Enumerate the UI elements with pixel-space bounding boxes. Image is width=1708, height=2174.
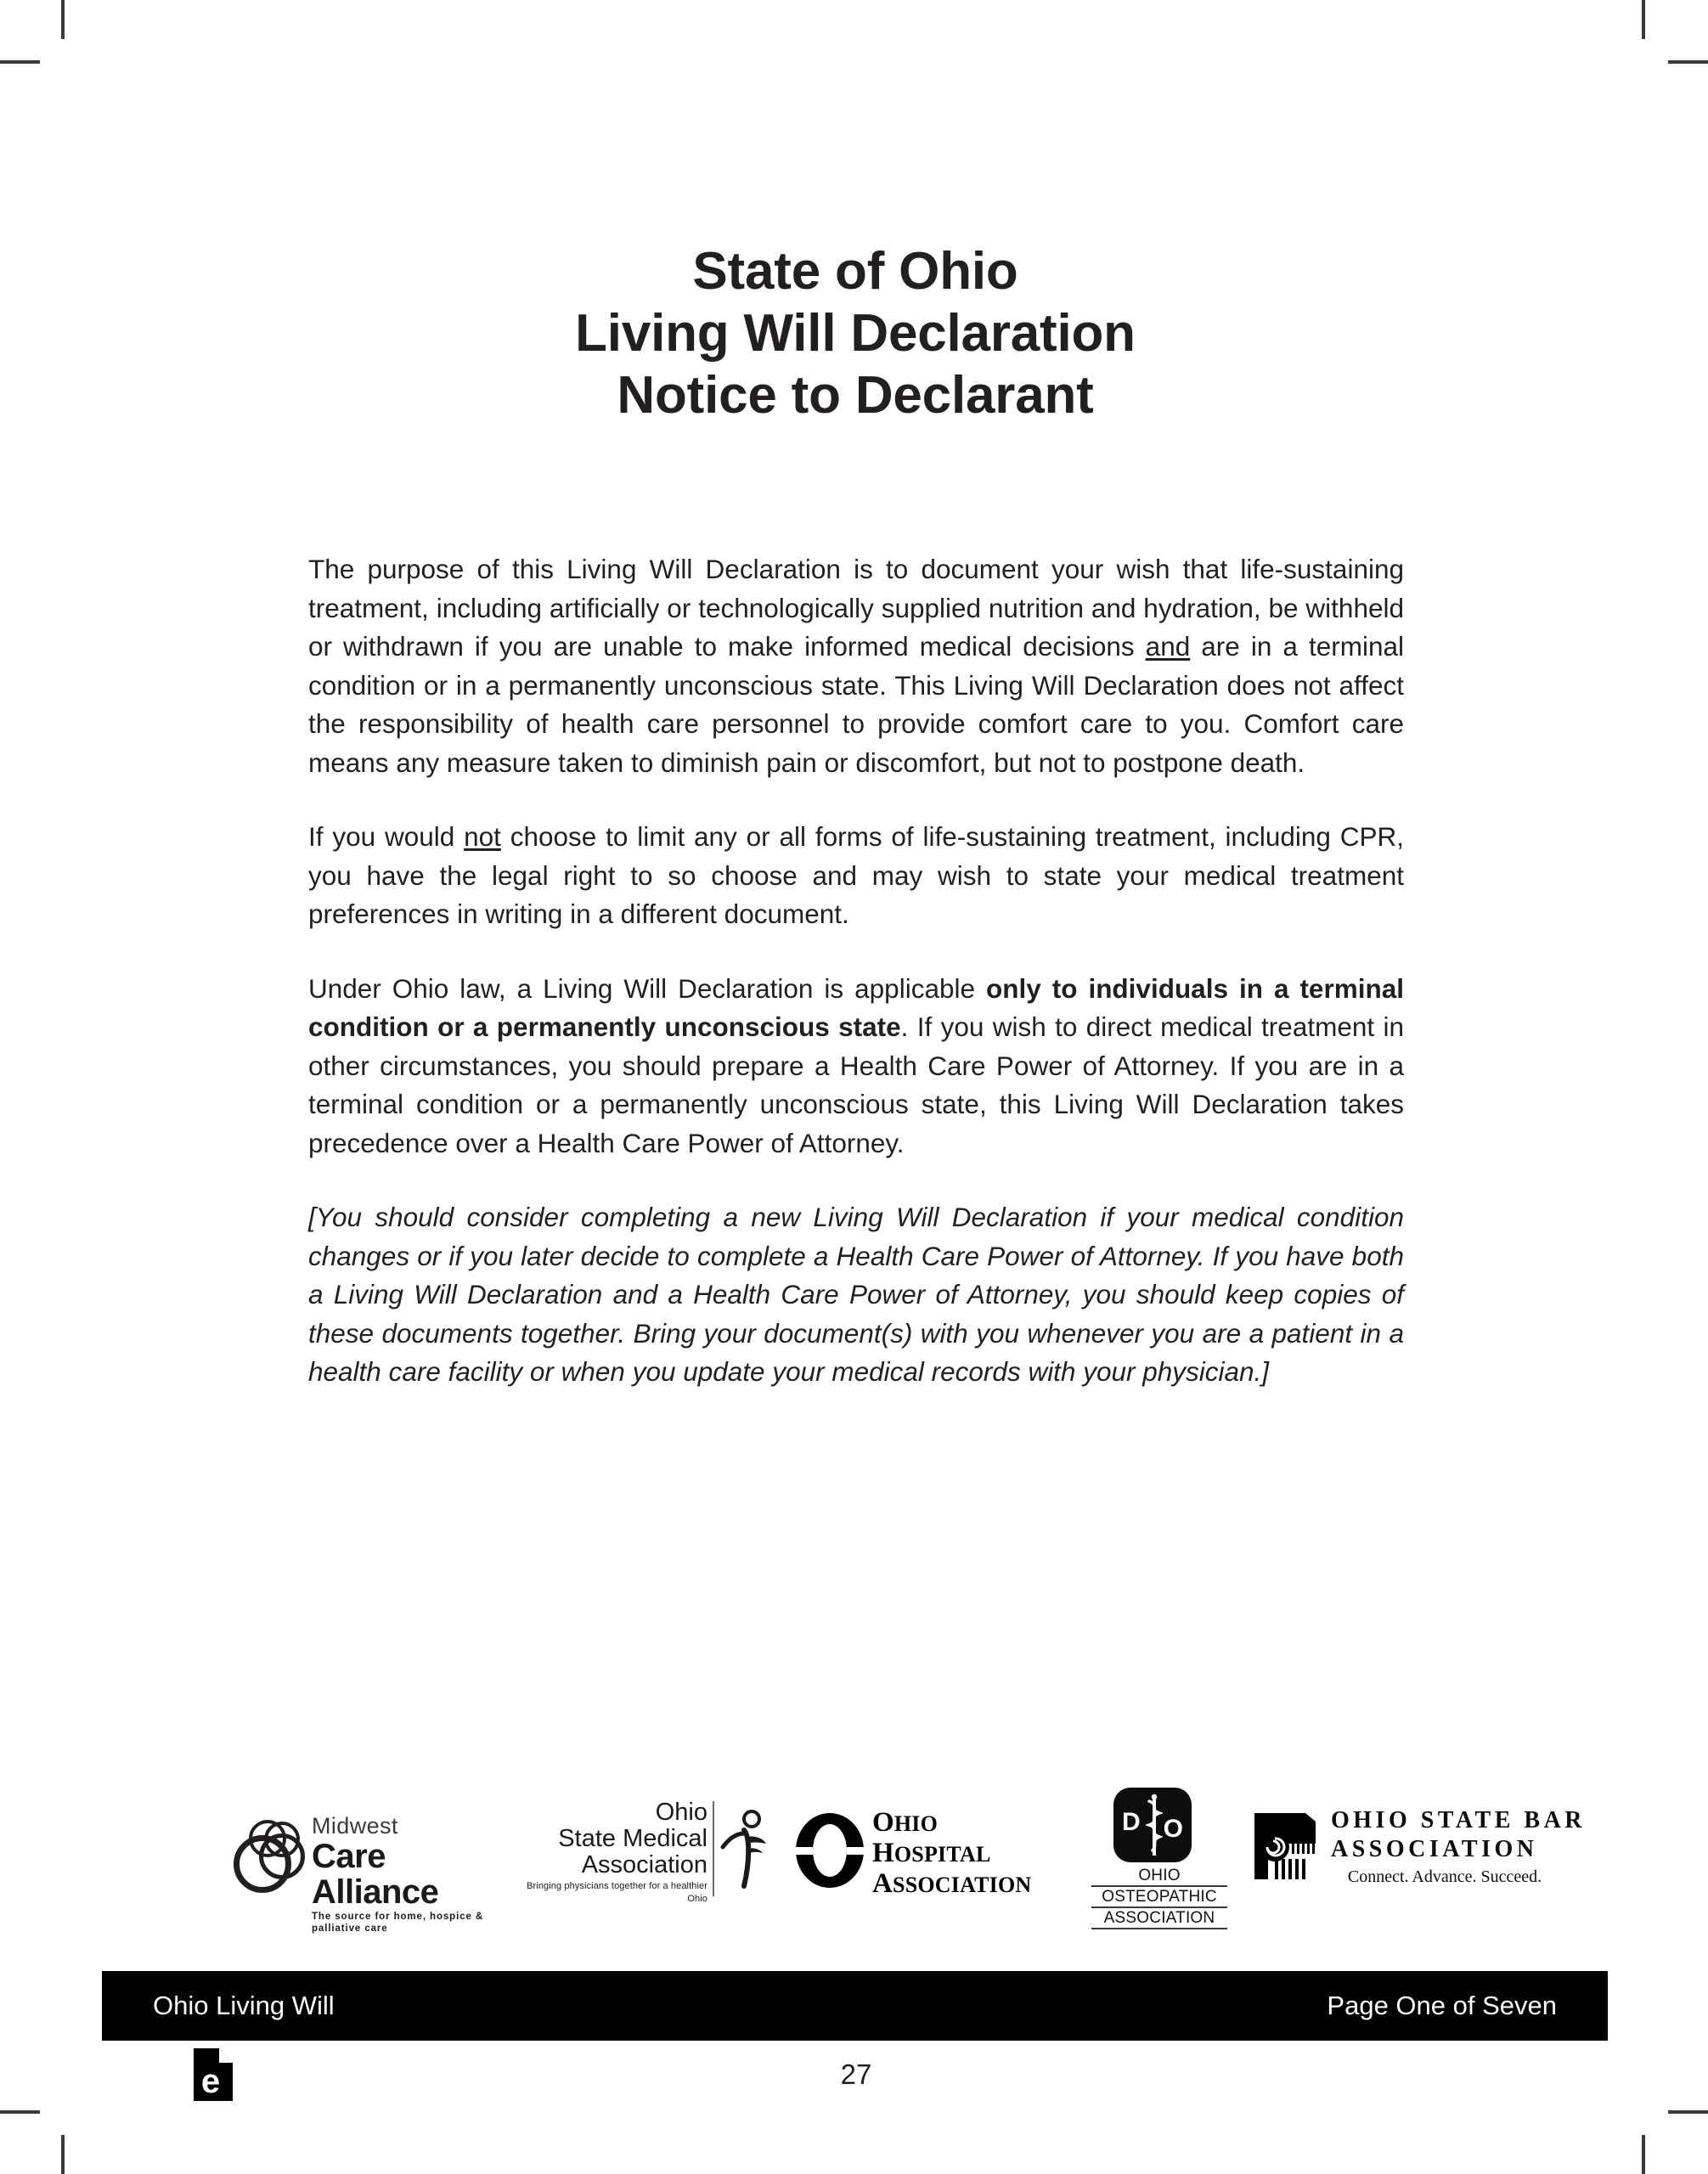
document-e-icon xyxy=(194,2048,233,2101)
ooa-badge-letter-o: O xyxy=(1163,1815,1183,1843)
oha-oval-icon xyxy=(794,1811,865,1890)
svg-text:e: e xyxy=(200,2063,221,2100)
crop-mark-top-right-horizontal xyxy=(1668,60,1708,64)
ooa-line-3: ASSOCIATION xyxy=(1091,1908,1227,1929)
sponsor-logo-strip xyxy=(234,1788,1587,1940)
ooa-line-2: OSTEOPATHIC xyxy=(1091,1887,1227,1908)
osba-line-1: OHIO STATE BAR xyxy=(1331,1807,1587,1833)
logo-ohio-state-medical-association xyxy=(522,1799,760,1910)
osba-tagline: Connect. Advance. Succeed. xyxy=(1347,1867,1542,1886)
paragraph-ohio-law-seg1: Under Ohio law, a Living Will Declaration is applicable xyxy=(308,972,986,1004)
footer-left-label: Ohio Living Will xyxy=(153,1991,335,2020)
paragraph-purpose-seg1: The purpose of this Living Will Declaration is to document your wish that life-sustaining treatment, including artificially or technologically supplied nutrition and hydration, be withheld or withdrawn if you are unable to make informed medical decisions xyxy=(308,554,1404,662)
ooa-line-1: OHIO xyxy=(1091,1866,1227,1887)
osma-line-3: Association xyxy=(581,1851,707,1878)
paragraph-purpose-seg2: are in a terminal condition or in a permanently unconscious state. This Living Will Declaration does not affect the responsibility of health care personnel to provide comfort care to you. Comfort care means any measure taken to diminish pain or discomfort, but not to postpone death. xyxy=(308,631,1405,778)
paragraph-purpose-underlined-and: and xyxy=(1145,631,1191,662)
crop-mark-top-left-horizontal xyxy=(0,60,40,64)
osma-divider xyxy=(713,1801,714,1896)
title-line-1: State of Ohio xyxy=(692,242,1018,301)
footer-right-label: Page One of Seven xyxy=(1327,1991,1557,2020)
paragraph-bracketed-note: [You should consider completing a new Living Will Declaration if your medical condition changes or if you later decide to complete a Health Care Power of Attorney. If you have both a Living Will Declaration and a Health Care Power of Attorney, you should keep copies of these documents together. Bring your document(s) with you whenever you are a patient in a health care facility or when you update your medical records with your physician.] xyxy=(308,1202,1404,1387)
crop-mark-bottom-left-vertical xyxy=(61,2135,65,2174)
interlocking-rings-icon xyxy=(234,1818,307,1884)
crop-mark-bottom-right-horizontal xyxy=(1668,2110,1708,2114)
mca-line-2: Care Alliance xyxy=(312,1838,439,1911)
osma-line-1: Ohio xyxy=(655,1799,707,1826)
oha-line-2: HOSPITAL xyxy=(872,1838,991,1868)
paragraph-not-limit-seg2: choose to limit any or all forms of life-sustaining treatment, including CPR, you have the legal right to so choose and may wish to state your medical treatment preferences in writing in a different document. xyxy=(308,821,1404,929)
logo-ohio-state-bar-association xyxy=(1253,1807,1587,1895)
ooa-badge-letter-d: D xyxy=(1122,1808,1141,1836)
paragraph-purpose xyxy=(308,550,1404,782)
running-figure-icon xyxy=(716,1808,767,1890)
logo-ohio-hospital-association xyxy=(794,1807,1074,1899)
logo-ohio-osteopathic-association xyxy=(1091,1788,1227,1928)
paragraph-ohio-law xyxy=(308,970,1404,1163)
crop-mark-bottom-right-vertical xyxy=(1642,2135,1645,2174)
osma-tagline: Bringing physicians together for a healthier Ohio xyxy=(527,1881,707,1904)
paragraph-ohio-law-seg2: . If you wish to direct medical treatment in other circumstances, you should prepare a Health Care Power of Attorney. If you are in a terminal condition or a permanently unconscious state, this Living Will Declaration takes precedence over a Health Care Power of Attorney. xyxy=(308,1011,1404,1158)
footer-bar xyxy=(102,1971,1608,2041)
crop-mark-top-right-vertical xyxy=(1642,0,1645,39)
mca-line-1: Midwest xyxy=(312,1813,398,1839)
ionic-column-icon xyxy=(1253,1810,1322,1881)
oha-line-3: ASSOCIATION xyxy=(872,1868,1032,1899)
title-line-3: Notice to Declarant xyxy=(617,366,1094,425)
paragraph-ohio-law-bold: only to individuals in a terminal condition or a permanently unconscious state xyxy=(308,972,1404,1042)
logo-midwest-care-alliance xyxy=(234,1813,488,1934)
title-line-2: Living Will Declaration xyxy=(575,304,1136,363)
page-number: 27 xyxy=(840,2059,872,2090)
oha-line-1: OHIO xyxy=(872,1807,939,1838)
mca-tagline: The source for home, hospice & palliative care xyxy=(312,1912,484,1934)
paragraph-not-limit-underlined-not: not xyxy=(464,821,501,852)
ooa-badge-icon xyxy=(1113,1788,1192,1862)
osba-line-2: ASSOCIATION xyxy=(1331,1836,1538,1862)
page-title xyxy=(308,244,1402,430)
document-body xyxy=(308,550,1404,1392)
crop-mark-top-left-vertical xyxy=(61,0,65,39)
crop-mark-bottom-left-horizontal xyxy=(0,2110,40,2114)
osma-line-2: State Medical xyxy=(558,1825,707,1852)
paragraph-not-limit xyxy=(308,818,1404,934)
caduceus-icon xyxy=(1146,1793,1163,1857)
paragraph-not-limit-seg1: If you would xyxy=(308,821,465,852)
